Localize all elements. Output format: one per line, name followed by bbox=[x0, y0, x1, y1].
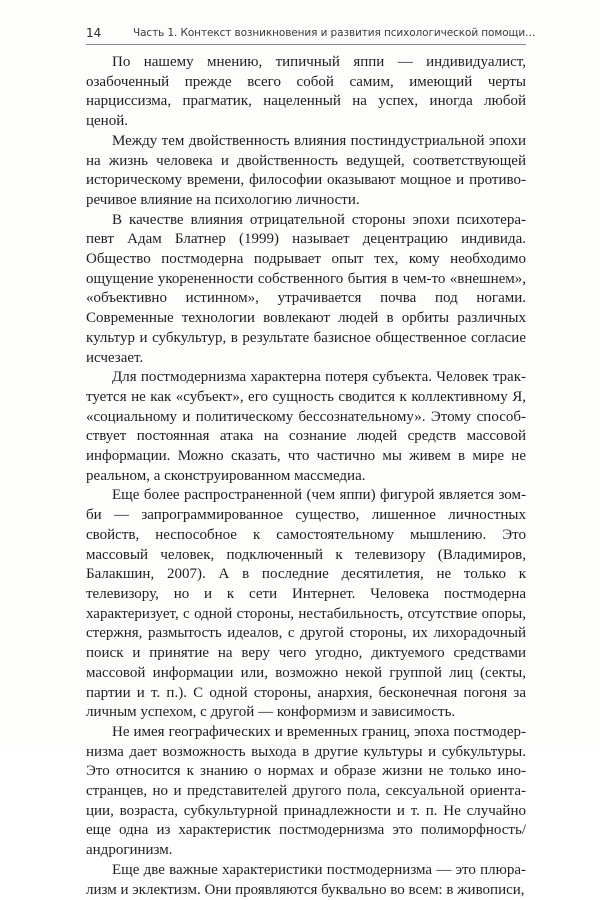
page-number: 14 bbox=[86, 26, 102, 40]
paragraph: По нашему мнению, типичный яппи — индивидуалист, озабоченный прежде всего собой самим, имеющий черты нарциссизма, прагматик, нацеленный на успех, иногда любой ценой. bbox=[86, 54, 526, 130]
paragraph: Для постмодернизма характерна потеря субъекта. Человек трактуется не как «субъект», его сущность сводится к коллективному Я, «социальному и политическому бессознательному». Этому способствует постоянная атака на сознание людей средств массовой информации. Можно сказать, что частично мы живем в мире не реальном, а сконструированном массмедиа. bbox=[86, 369, 526, 484]
paragraph: Не имея географических и временных границ, эпоха постмодернизма дает возможность выхода в другие культуры и субкультуры. Это относится к знанию о нормах и образе жизни не только иностранцев, но и представителей другого пола, сексуальной ориентации, возраста, субкультурной принадлежности и т. п. Не случайно еще одна из характеристик постмодернизма это полиморфность/ андрогинизм. bbox=[86, 723, 526, 859]
running-header-title: Часть 1. Контекст возникновения и развития психологической помощи… bbox=[133, 27, 536, 39]
paragraph: Еще две важные характеристики постмодернизма — это плюрализм и эклектизм. Они проявляются буквально во всем: в живописи, bbox=[86, 861, 526, 898]
body-text bbox=[86, 53, 526, 900]
paragraph: Еще более распространенной (чем яппи) фигурой является зомби — запрограммированное существо, лишенное личностных свойств, неспособное к самостоятельному мышлению. Это массовый человек, подключенный к телевизору (Владимиров, Балакшин, 2007). А в последние десятилетия, не только к телевизору, но и к сети Интернет. Человека постмодерна характеризует, с одной стороны, нестабильность, отсутствие опоры, стержня, размытость идеалов, с другой стороны, их лихорадочный поиск и принятие на веру чего угодно, диктуемого средствами массовой информации или, возможно некой группой лиц (секты, партии и т. п.). С одной стороны, анархия, бесконечная погоня за личным успехом, с другой — конформизм и зависимость. bbox=[86, 487, 526, 721]
paragraph: В качестве влияния отрицательной стороны эпохи психотерапевт Адам Блатнер (1999) называет децентрацию индивида. Общество постмодерна подрывает опыт тех, кому необходимо ощущение укорененности собственного бытия в чем-то «внешнем», «объективно истинном», утрачивается почва под ногами. Современные технологии вовлекают людей в орбиты различных культур и субкультур, в результате базисное общественное согласие исчезает. bbox=[86, 211, 526, 366]
running-header bbox=[86, 26, 536, 45]
paragraph: Между тем двойственность влияния постиндустриальной эпохи на жизнь человека и двойственность ведущей, соответствующей историческому времени, философии оказывают мощное и противоречивое влияние на психологию личности. bbox=[86, 132, 526, 208]
